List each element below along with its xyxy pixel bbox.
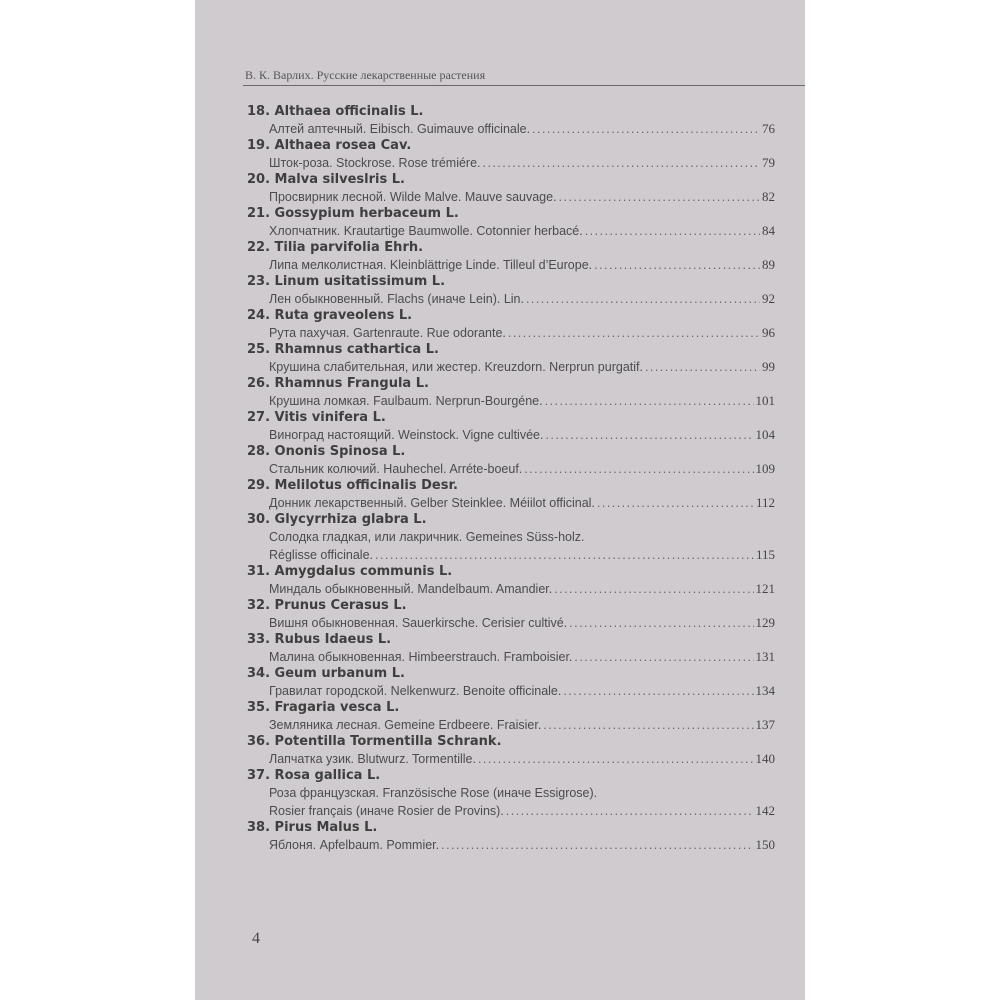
toc-entry-title: 24. Ruta graveolens L. — [247, 308, 413, 323]
toc-entry-line — [247, 614, 787, 632]
dot-leader — [574, 648, 753, 666]
toc-page-number: 137 — [755, 717, 775, 732]
dot-leader — [559, 188, 760, 206]
header-rule — [243, 85, 805, 86]
toc-entry-line — [247, 324, 787, 342]
toc-entry-names: Солодка гладкая, или лакричник. Gemeines Süss-holz. — [269, 530, 585, 544]
toc-page-number: 79 — [762, 155, 775, 170]
toc-page-number: 112 — [755, 495, 775, 510]
dot-leader — [594, 256, 760, 274]
dot-leader — [554, 580, 753, 598]
toc-entry — [247, 478, 787, 512]
toc-entry-line — [247, 784, 787, 802]
toc-entry — [247, 512, 787, 564]
toc-entry-title: 30. Glycyrrhiza glabra L. — [247, 512, 427, 527]
toc-entry-line — [247, 546, 787, 564]
toc-page-number: 131 — [755, 649, 775, 664]
toc-entry-line — [247, 648, 787, 666]
toc-entry-line — [247, 426, 787, 444]
toc-entry-names: Земляника лесная. Gemeine Erdbeere. Fraisier. — [269, 718, 542, 732]
dot-leader — [532, 120, 760, 138]
dot-leader — [543, 716, 753, 734]
toc-entry-line — [247, 716, 787, 734]
toc-entry-names: Гравилат городской. Nelkenwurz. Benoite officinale. — [269, 684, 562, 698]
toc-entry — [247, 666, 787, 700]
toc-entry-line — [247, 802, 787, 820]
toc-entry-names: Rosier français (иначе Rosier de Provins). — [269, 804, 504, 818]
dot-leader — [526, 290, 760, 308]
toc-entry-line — [247, 188, 787, 206]
toc-page-number: 104 — [755, 427, 775, 442]
toc-page-number: 76 — [762, 121, 775, 136]
toc-entry-title: 21. Gossypium herbaceum L. — [247, 206, 459, 221]
toc-entry-title: 27. Vitis vinifera L. — [247, 410, 386, 425]
toc-entry-names: Крушина слабительная, или жестер. Kreuzdorn. Nerprun purgatif. — [269, 360, 643, 374]
toc-entry — [247, 274, 787, 308]
toc-entry-title: 23. Linum usitatissimum L. — [247, 274, 446, 289]
toc-page-number: 92 — [762, 291, 775, 306]
toc-entry-line — [247, 460, 787, 478]
toc-entry-title: 32. Prunus Cerasus L. — [247, 598, 407, 613]
toc-entry-names: Яблоня. Apfelbaum. Pommier. — [269, 838, 440, 852]
toc-entry-title: 35. Fragaria vesca L. — [247, 700, 400, 715]
toc-entry — [247, 700, 787, 734]
toc-page-number: 134 — [755, 683, 775, 698]
toc-page-number: 140 — [755, 751, 775, 766]
toc-page-number: 142 — [755, 803, 775, 818]
toc-entry-names: Миндаль обыкновенный. Mandelbaum. Amandier. — [269, 582, 553, 596]
toc-entry — [247, 768, 787, 820]
toc-entry-names: Шток-роза. Stockrose. Rose trémiére. — [269, 156, 481, 170]
toc-entry — [247, 138, 787, 172]
toc-entry-title: 31. Amygdalus communis L. — [247, 564, 453, 579]
toc-entry-names: Малина обыкновенная. Himbeerstrauch. Framboisier. — [269, 650, 573, 664]
toc-entry-line — [247, 392, 787, 410]
dot-leader — [545, 392, 754, 410]
toc-entry — [247, 598, 787, 632]
toc-entry-names: Донник лекарственный. Gelber Steinklee. Méiilot officinal. — [269, 496, 595, 510]
toc-entry-names: Хлопчатник. Krautartige Baumwolle. Cotonnier herbacé. — [269, 224, 583, 238]
toc-entry-title: 37. Rosa gallica L. — [247, 768, 381, 783]
toc-entry — [247, 308, 787, 342]
toc-entry-title: 18. Althaea officinalis L. — [247, 104, 424, 119]
toc-entry-title: 19. Althaea rosea Cav. — [247, 138, 412, 153]
toc-page-number: 121 — [755, 581, 775, 596]
toc-entry — [247, 564, 787, 598]
toc-entry-title: 38. Pirus Malus L. — [247, 820, 378, 835]
toc-entry-line — [247, 256, 787, 274]
toc-page-number: 84 — [762, 223, 775, 238]
dot-leader — [585, 222, 760, 240]
table-of-contents — [247, 104, 787, 854]
toc-entry-names: Виноград настоящий. Weinstock. Vigne cultivée. — [269, 428, 544, 442]
toc-entry — [247, 820, 787, 854]
toc-entry-title: 22. Tilia parvifolia Ehrh. — [247, 240, 424, 255]
book-page — [195, 0, 805, 1000]
dot-leader — [483, 154, 760, 172]
toc-entry-names: Лен обыкновенный. Flachs (иначе Lein). Lin. — [269, 292, 524, 306]
toc-entry-title: 33. Rubus Idaeus L. — [247, 632, 392, 647]
dot-leader — [375, 546, 754, 564]
dot-leader — [545, 426, 753, 444]
toc-entry-line — [247, 750, 787, 768]
toc-entry-names: Липа мелколистная. Kleinblättrige Linde. Tilleul d’Europe. — [269, 258, 593, 272]
page-number: 4 — [252, 930, 260, 947]
toc-entry-line — [247, 580, 787, 598]
toc-page-number: 96 — [762, 325, 775, 340]
toc-entry-line — [247, 682, 787, 700]
dot-leader — [645, 358, 760, 376]
toc-entry — [247, 444, 787, 478]
dot-leader — [524, 460, 753, 478]
dot-leader — [563, 682, 753, 700]
running-head: В. К. Варлих. Русские лекарственные растения — [245, 68, 486, 82]
dot-leader — [478, 750, 754, 768]
toc-entry — [247, 410, 787, 444]
dot-leader — [441, 836, 753, 854]
toc-entry-title: 28. Ononis Spinosa L. — [247, 444, 406, 459]
toc-entry-line — [247, 494, 787, 512]
dot-leader — [506, 802, 754, 820]
toc-page-number: 99 — [762, 359, 775, 374]
toc-entry-title: 34. Geum urbanum L. — [247, 666, 405, 681]
toc-entry-names: Réglisse officinale. — [269, 548, 373, 562]
toc-entry-title: 29. Melilotus officinalis Desr. — [247, 478, 458, 493]
toc-entry-line — [247, 528, 787, 546]
toc-entry-names: Роза французская. Französische Rose (иначе Essigrose). — [269, 786, 598, 800]
dot-leader — [508, 324, 760, 342]
toc-entry — [247, 206, 787, 240]
toc-entry — [247, 734, 787, 768]
toc-page-number: 101 — [755, 393, 775, 408]
toc-entry — [247, 342, 787, 376]
toc-entry — [247, 172, 787, 206]
toc-entry-title: 26. Rhamnus Frangula L. — [247, 376, 429, 391]
toc-entry-line — [247, 290, 787, 308]
toc-entry-title: 20. Malva silveslris L. — [247, 172, 405, 187]
toc-entry-names: Лапчатка узик. Blutwurz. Tormentille. — [269, 752, 476, 766]
toc-page-number: 150 — [755, 837, 775, 852]
toc-entry-names: Стальник колючий. Hauhechel. Arréte-boeuf. — [269, 462, 523, 476]
toc-entry-line — [247, 358, 787, 376]
toc-entry-names: Алтей аптечный. Eibisch. Guimauve officinale. — [269, 122, 531, 136]
toc-entry — [247, 632, 787, 666]
dot-leader — [569, 614, 753, 632]
toc-entry-line — [247, 222, 787, 240]
toc-entry-line — [247, 154, 787, 172]
toc-entry-names: Вишня обыкновенная. Sauerkirsche. Cerisier cultivé. — [269, 616, 568, 630]
toc-entry-title: 36. Potentilla Tormentilla Schrank. — [247, 734, 502, 749]
toc-entry-title: 25. Rhamnus cathartica L. — [247, 342, 439, 357]
toc-page-number: 82 — [762, 189, 775, 204]
toc-entry-names: Крушина ломкая. Faulbaum. Nerprun-Bourgéne. — [269, 394, 543, 408]
toc-page-number: 115 — [755, 547, 775, 562]
toc-entry-names: Просвирник лесной. Wilde Malve. Mauve sauvage. — [269, 190, 557, 204]
toc-page-number: 109 — [755, 461, 775, 476]
toc-entry — [247, 376, 787, 410]
toc-entry-line — [247, 836, 787, 854]
toc-page-number: 89 — [762, 257, 775, 272]
toc-entry-line — [247, 120, 787, 138]
toc-entry — [247, 240, 787, 274]
toc-entry-names: Рута пахучая. Gartenraute. Rue odorante. — [269, 326, 506, 340]
dot-leader — [597, 494, 754, 512]
toc-entry — [247, 104, 787, 138]
toc-page-number: 129 — [755, 615, 775, 630]
